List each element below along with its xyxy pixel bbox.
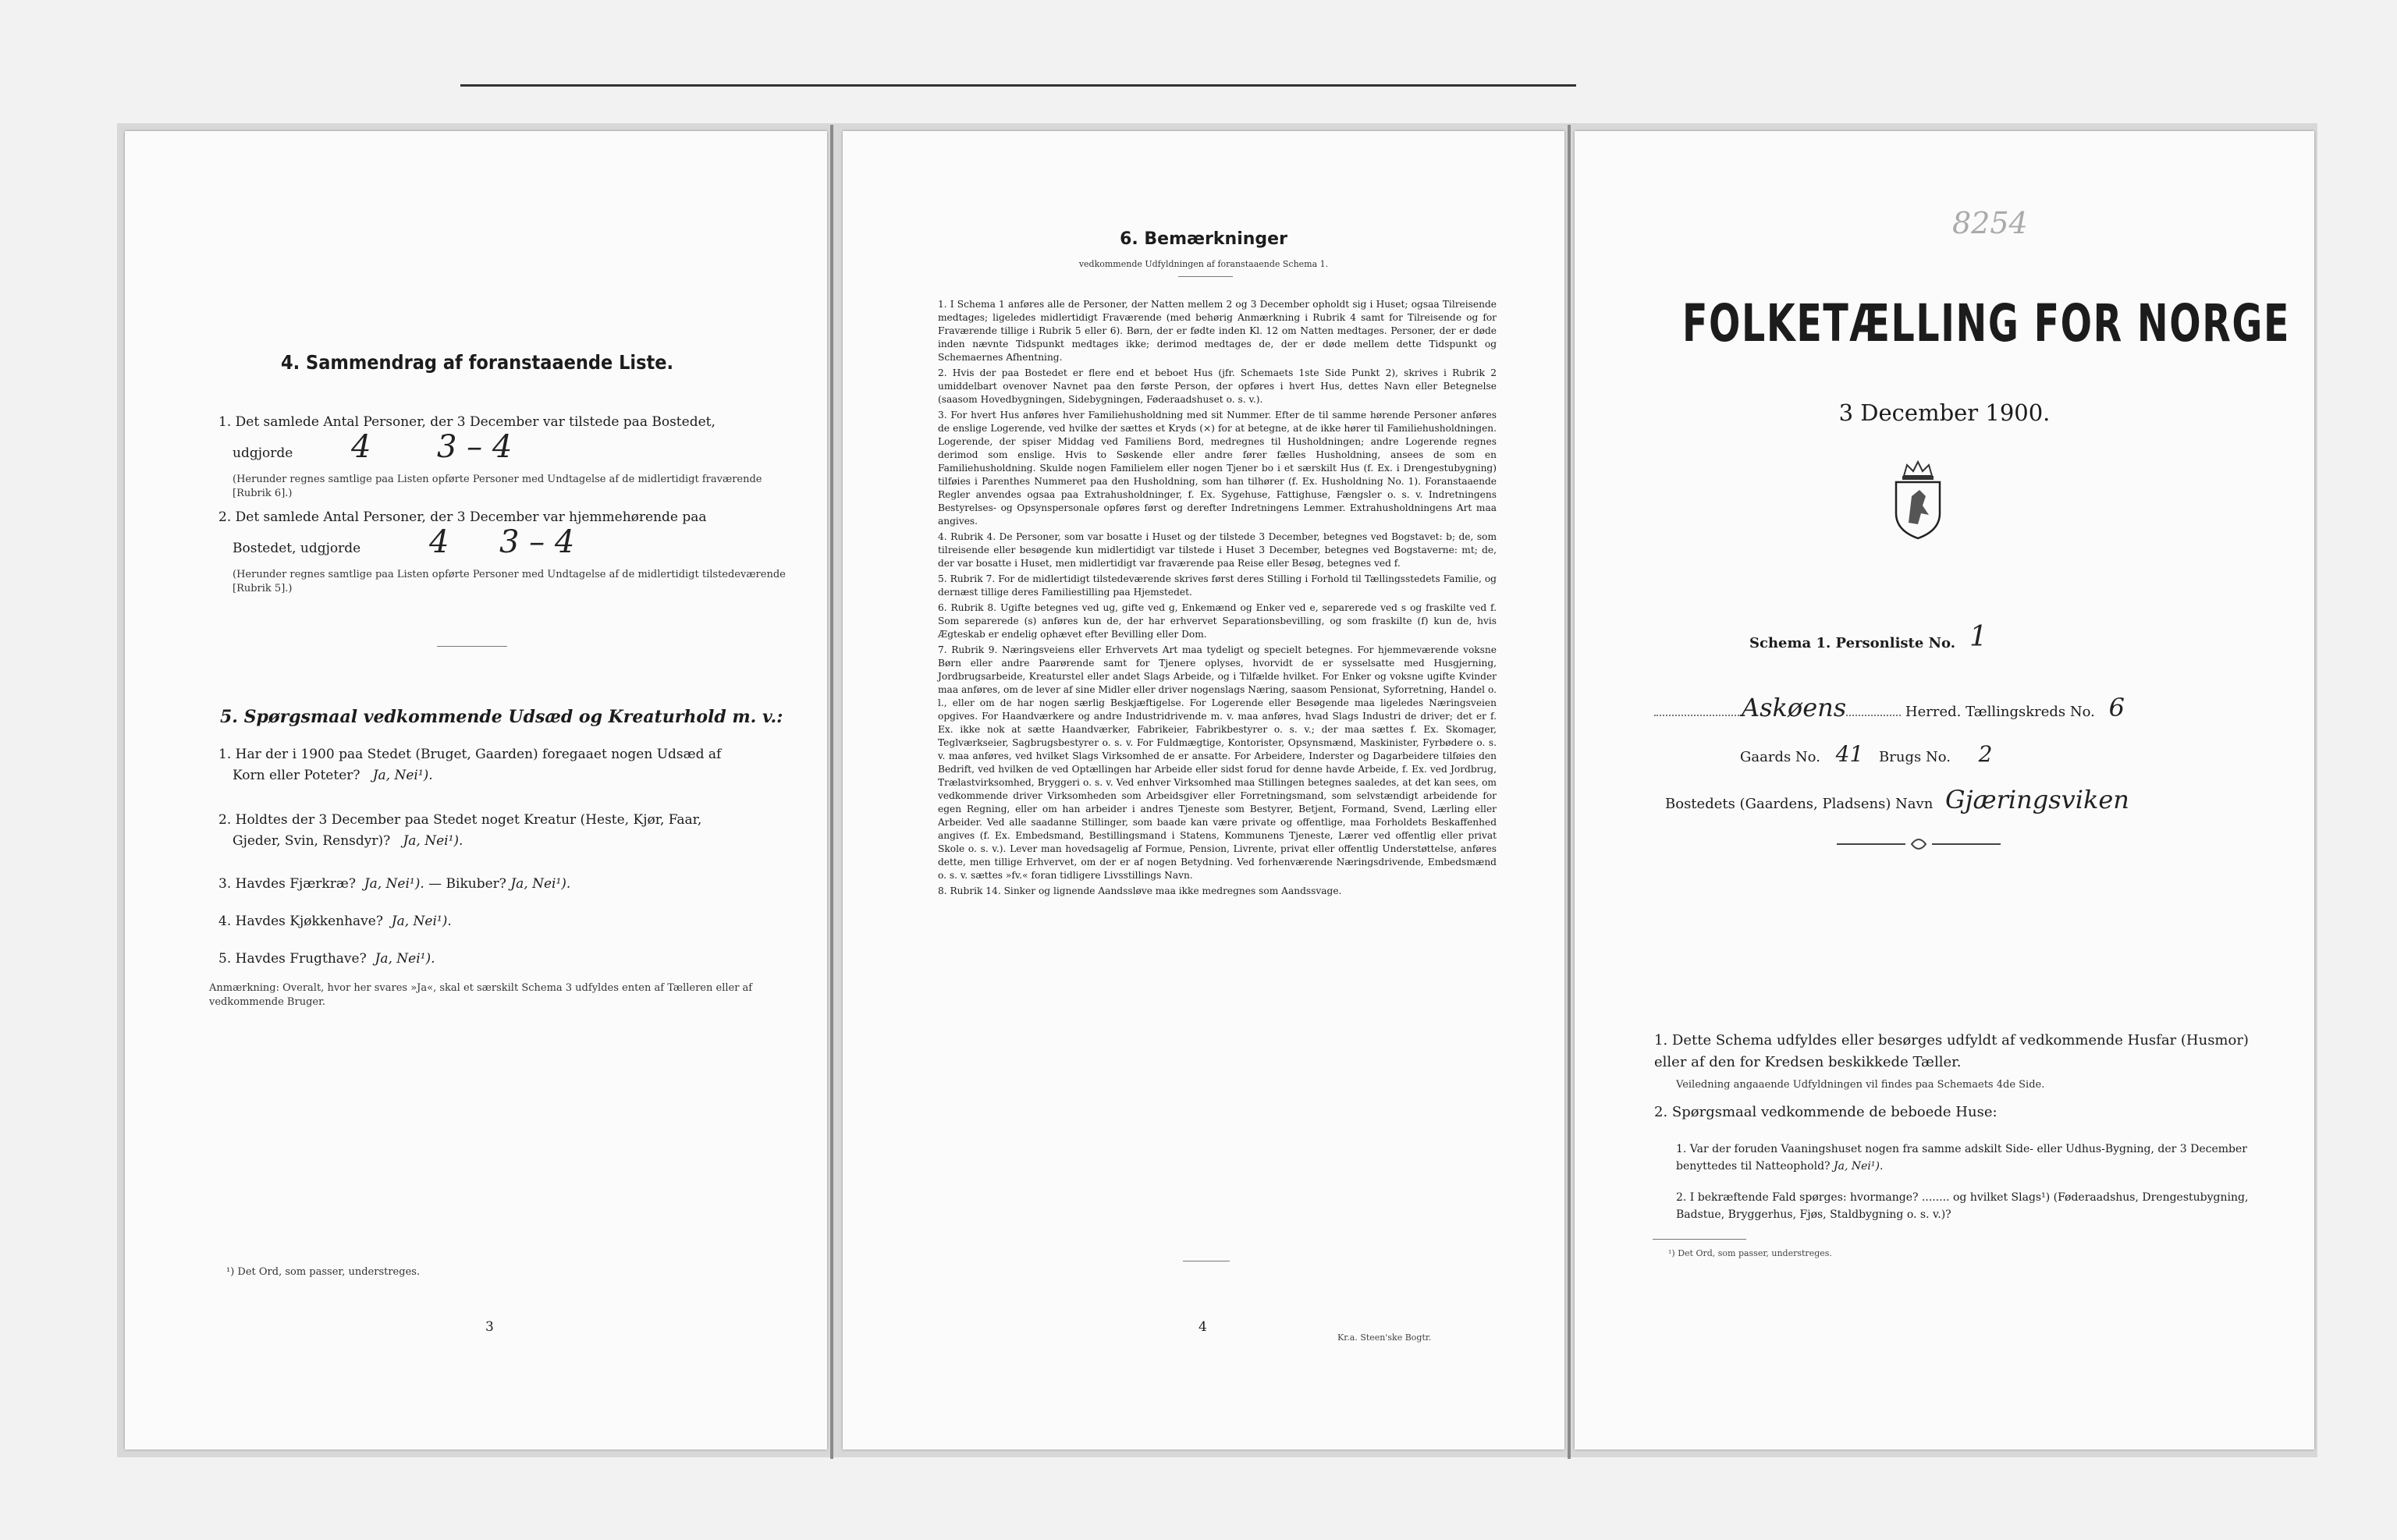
instruction-1: 1. Dette Schema udfyldes eller besørges udfyldt af vedkommende Husfar (Husmor) eller af den for Kredsen beskikkede Tæller. xyxy=(1654,1032,2249,1070)
remark-item: 4. Rubrik 4. De Personer, som var bosatte i Huset og der tilstede 3 December, betegnes ved Bogstavet: b; de, som tilreisende eller besøgende kun midlertidigt var tilstede i Huset 3 December, betegnes ved Bogstaverne: mt; de, der var bosatte i Huset, men midlertidigt var fraværende paa Reise eller Besøg, betegnes ved f. xyxy=(938,531,1497,569)
s5-item-2-answer: Ja, Nei¹). xyxy=(403,833,463,849)
brugs-value: 2 xyxy=(1978,741,1993,767)
q1-alt-value: 3 – 4 xyxy=(437,429,513,465)
s5-item-2 xyxy=(218,810,796,852)
s5-item-4-answer: Ja, Nei¹). xyxy=(391,914,452,929)
bosted-line xyxy=(1665,785,2274,814)
house-question-1-text: 1. Var der foruden Vaaningshuset nogen fra samme adskilt Side- eller Udhus-Bygning, der 3 December benyttedes til Natteophold? xyxy=(1676,1143,2247,1173)
s5-item-1 xyxy=(218,744,796,786)
kreds-value: 6 xyxy=(2108,693,2125,722)
s5-item-5-answer: Ja, Nei¹). xyxy=(375,951,435,967)
footnote: ¹) Det Ord, som passer, understreges. xyxy=(1668,1248,1832,1258)
cover-title: FOLKETÆLLING FOR NORGE xyxy=(1682,293,2291,353)
remarks-list xyxy=(938,298,1497,900)
q1-note: (Herunder regnes samtlige paa Listen opførte Personer med Undtagelse af de midlertidigt fraværende [Rubrik 6].) xyxy=(233,474,762,499)
coat-of-arms-icon xyxy=(1888,459,1948,541)
s5-item-3-answer: Ja, Nei¹). xyxy=(510,876,571,892)
divider xyxy=(437,646,507,647)
instruction-2: 2. Spørgsmaal vedkommende de beboede Huse: xyxy=(1654,1104,1998,1120)
q2-label: Bostedet, udgjorde xyxy=(233,541,361,556)
q2-text: 2. Det samlede Antal Personer, der 3 December var hjemmehørende paa xyxy=(218,509,707,525)
page-fold xyxy=(830,125,833,1459)
s5-item-5 xyxy=(218,949,796,970)
remark-item: 5. Rubrik 7. For de midlertidigt tilstedeværende skrives først deres Stilling i Forhold til Tællingsstedets Familie, og dernæst tillige deres Familiestilling paa Hjemstedet. xyxy=(938,573,1497,598)
s5-item-3-text: 3. Havdes Fjærkræ? xyxy=(218,876,356,892)
schema-label: Schema 1. Personliste No. xyxy=(1749,635,1955,651)
remark-item: 1. I Schema 1 anføres alle de Personer, der Natten mellem 2 og 3 December opholdt sig i Huset; ogsaa Tilreisende medtages; ligeledes midlertidigt Fraværende (med behørig Anmærkning i Rubrik 4 samt for Tilreisende og for Fraværende tillige i Rubrik 5 eller 6). Børn, der er fødte inden Kl. 12 om Natten medtages. Personer, der er døde inden nævnte Tidspunkt medtages ikke; derimod medtages de, der er døde mellem dette Tidspunkt og Schemaernes Afhentning. xyxy=(938,299,1497,363)
herred-value: Askøens xyxy=(1742,693,1847,722)
remark-item: 6. Rubrik 8. Ugifte betegnes ved ug, gifte ved g, Enkemænd og Enker ved e, separerede ved s og fraskilte ved f. Som separerede (s) anføres kun de, der har erhvervet Separationsbevilling, og som fraskilte (f) kun de, hvis Ægteskab er endelig ophævet efter Bevilling eller Dom. xyxy=(938,602,1497,640)
ornament-divider-icon xyxy=(1837,833,2001,857)
q1-label: udgjorde xyxy=(233,445,293,461)
s5-item-3-cont: — Bikuber? xyxy=(428,876,506,892)
s5-item-4 xyxy=(218,911,796,932)
remarks-subtitle: vedkommende Udfyldningen af foranstaaende Schema 1. xyxy=(1078,259,1329,269)
footnote: ¹) Det Ord, som passer, understreges. xyxy=(226,1266,421,1278)
house-question-1-answer: Ja, Nei¹). xyxy=(1834,1160,1884,1173)
page-4 xyxy=(843,131,1564,1450)
top-edge-line xyxy=(460,84,1576,87)
s5-item-2-text: 2. Holdtes der 3 December paa Stedet noget Kreatur (Heste, Kjør, Faar, xyxy=(218,812,702,828)
s5-item-2-cont: Gjeder, Svin, Rensdyr)? xyxy=(233,833,391,849)
gaard-label: Gaards No. xyxy=(1740,749,1820,765)
herred-line xyxy=(1654,693,2255,722)
s5-item-5-text: 5. Havdes Frugthave? xyxy=(218,951,367,967)
divider xyxy=(1653,1239,1746,1240)
s5-item-1-text: 1. Har der i 1900 paa Stedet (Bruget, Gaarden) foregaaet nogen Udsæd af xyxy=(218,747,722,762)
gaard-line xyxy=(1740,741,2247,767)
page-3 xyxy=(125,131,827,1450)
remark-item: 7. Rubrik 9. Næringsveiens eller Erhvervets Art maa tydeligt og specielt betegnes. For hjemmeværende voksne Børn eller andre Paarørende samt for Tjenere oplyses, hvorvidt de er sysselsatte med Husgjerning, Jordbrugsarbeide, Kreaturstel eller andet Slags Arbeide, og i Tilfælde hvilket. For Enker og voksne ugifte Kvinder maa anføres, om de lever af sine Midler eller driver nogenslags Næring, saasom Pensionat, Syforretning, Handel o. l., eller om de har nogen særlig Beskjæftigelse. For Logerende eller Besøgende maa ligeledes Næringsveien opgives. For Haandværkere og andre Industridrivende m. v. maa anføres, hvad Slags Industri de driver; det er f. Ex. ikke nok at sætte Haandværker, Fabrikeier, Fabrikbestyrer o. s. v.; der maa sættes f. Ex. Skomager, Teglværkseier, Sagbrugsbestyrer o. s. v. For Fuldmægtige, Kontorister, Opsynsmænd, Maskinister, Fyrbødere o. s. v. maa anføres, ved hvilket Slags Virksomhed de er ansatte. For Arbeidere, Inderster og Dagarbeidere tilføies den Bedrift, ved hvilken de ved Optællingen har Arbeide eller sidst forud for denne havde Arbeide, f. Ex. ved Jordbrug, Trælastvirksomhed, Bryggeri o. s. v. Ved enhver Virksomhed maa Stillingen betegnes saaledes, at det kan sees, om vedkommende driver Virksomheden som Arbeidsgiver eller Forretningsmand, som selvstændigt arbeidende for egen Regning, eller om han arbeider i andres Tjeneste som Bestyrer, Betjent, Formand, Svend, Lærling eller Arbeider. Ved alle saadanne Stillinger, som baade kan være private og offentlige, maa Forholdets Beskaffenhed angives (f. Ex. Embedsmand, Bestillingsmand i Statens, Kommunens Tjeneste, Lærer ved offentlig eller privat Skole o. s. v.). Lever man hovedsagelig af Formue, Pension, Livrente, privat eller offentlig Understøttelse, anføres dette, men tillige Erhvervet, om der er af nogen Betydning. Ved forhenværende Næringsdrivende, Embedsmænd o. s. v. sættes »fv.« foran tidligere Livsstillings Navn. xyxy=(938,644,1497,881)
section-4-title: 4. Sammendrag af foranstaaende Liste. xyxy=(281,351,674,374)
house-question-2: 2. I bekræftende Fald spørges: hvormange? ........ og hvilket Slags¹) (Føderaadshus, Drengestubygning, Badstue, Bryggerhus, Fjøs, Staldbygning o. s. v.)? xyxy=(1676,1191,2249,1221)
q1-text: 1. Det samlede Antal Personer, der 3 December var tilstede paa Bostedet, xyxy=(218,414,716,430)
instruction-1-note: Veiledning angaaende Udfyldningen vil findes paa Schemaets 4de Side. xyxy=(1676,1079,2045,1091)
page-number: 3 xyxy=(485,1319,494,1335)
s5-item-3: 3. Havdes Fjærkræ? Ja, Nei¹). — Bikuber? Ja, Nei¹). xyxy=(218,876,571,892)
printer-mark: Kr.a. Steen'ske Bogtr. xyxy=(1337,1332,1432,1343)
brugs-label: Brugs No. xyxy=(1879,749,1951,765)
cover-date: 3 December 1900. xyxy=(1838,399,2051,426)
q2-note: (Herunder regnes samtlige paa Listen opførte Personer med Undtagelse af de midlertidigt tilstedeværende [Rubrik 5].) xyxy=(233,569,786,594)
bosted-value: Gjæringsviken xyxy=(1945,785,2129,814)
stamp-number: 8254 xyxy=(1952,206,2028,240)
remarks-title: 6. Bemærkninger xyxy=(1120,229,1287,249)
house-question-1 xyxy=(1676,1141,2263,1175)
cover-page xyxy=(1575,131,2314,1450)
page-fold xyxy=(1568,125,1571,1459)
remark-item: 3. For hvert Hus anføres hver Familiehusholdning med sit Nummer. Efter de til samme hørende Personer anføres de enslige Logerende, ved hvilke der sættes et Kryds (×) for at betegne, at de ikke hører til Familiehusholdningen. Logerende, der spiser Middag ved Familiens Bord, medregnes til Husholdningen; andre Logerende regnes derimod som enslige. Hvis to Søskende eller andre fører fælles Husholdning, ansees de som en Familiehusholdning. Skulde nogen Familielem eller nogen Tjener bo i et særskilt Hus (f. Ex. i Drengestubygning) tilføies i Parenthes Nummeret paa den Husholdning, som han tilhører (f. Ex. Husholdning No. 1). Foranstaaende Regler anvendes ogsaa paa Extrahusholdninger, f. Ex. Sygehuse, Fattighuse, Fængsler o. s. v. Indretningens Bestyrelses- og Opsynspersonale opføres først og derefter Indretningens Lemmer. Extrahusholdningens Art maa angives. xyxy=(938,410,1497,527)
herred-label: Herred. xyxy=(1905,704,1962,720)
kreds-label: Tællingskreds No. xyxy=(1966,704,2095,720)
remark: Anmærkning: Overalt, hvor her svares »Ja«, skal et særskilt Schema 3 udfyldes enten af Tælleren eller af vedkommende Bruger. xyxy=(209,982,753,1008)
remark-item: 2. Hvis der paa Bostedet er flere end et beboet Hus (jfr. Schemaets 1ste Side Punkt 2), skrives i Rubrik 2 umiddelbart ovenover Navnet paa den første Person, der opføres i hvert Hus, dettes Navn eller Betegnelse (saasom Hovedbygningen, Sidebygningen, Føderaadshuset o. s. v.). xyxy=(938,367,1497,405)
q2-alt-value: 3 – 4 xyxy=(499,524,575,560)
gaard-value: 41 xyxy=(1835,741,1864,767)
s5-item-1-cont: Korn eller Poteter? xyxy=(233,768,360,783)
remark-item: 8. Rubrik 14. Sinker og lignende Aandssløve maa ikke medregnes som Aandssvage. xyxy=(938,885,1342,896)
q1-value: 4 xyxy=(351,429,371,465)
q2-value: 4 xyxy=(429,524,449,560)
page-number: 4 xyxy=(1198,1319,1207,1335)
s5-item-4-text: 4. Havdes Kjøkkenhave? xyxy=(218,914,383,929)
schema-number: 1 xyxy=(1969,621,1987,653)
s5-item-1-answer: Ja, Nei¹). xyxy=(372,768,433,783)
section-5-title: 5. Spørgsmaal vedkommende Udsæd og Kreaturhold m. v.: xyxy=(220,707,783,727)
divider xyxy=(1178,276,1233,277)
bosted-label: Bostedets (Gaardens, Pladsens) Navn xyxy=(1665,796,1934,812)
